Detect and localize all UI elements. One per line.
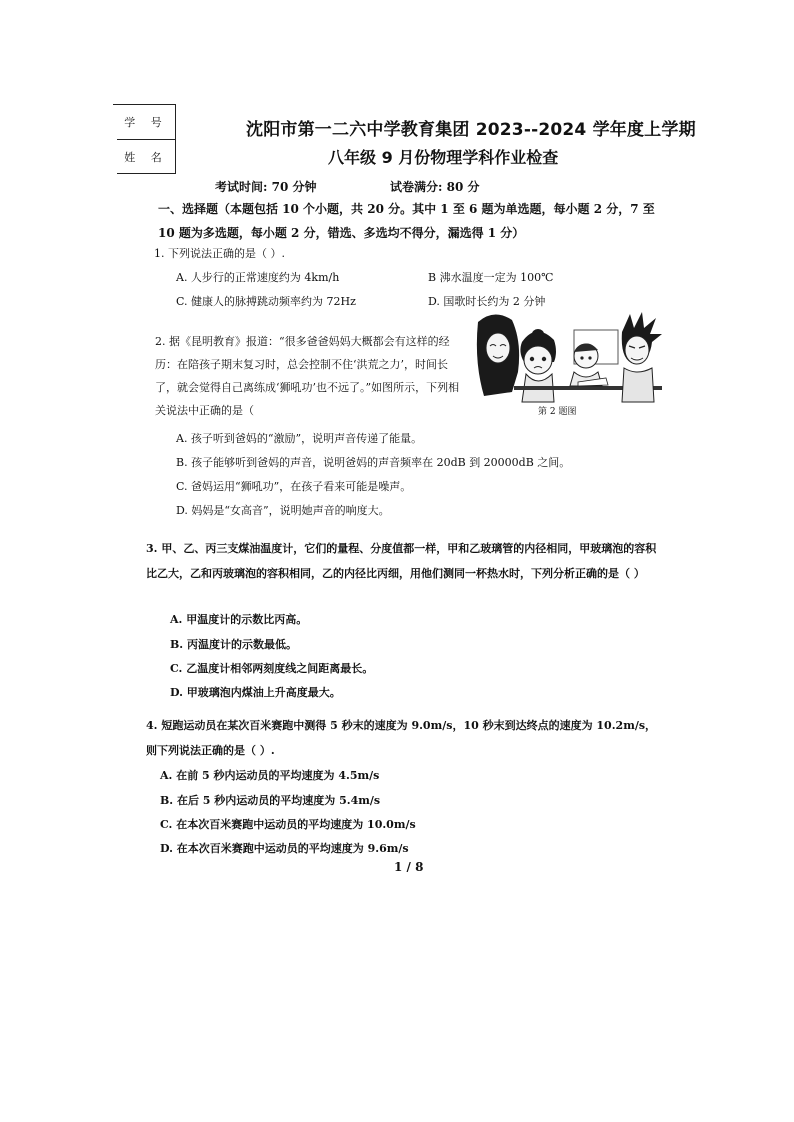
question-2-stem: 2. 据《昆明教育》报道：“很多爸爸妈妈大概都会有这样的经历：在陪孩子期末复习时，总会控制不住‘洪荒之力’，时间长了，就会觉得自己离练成‘狮吼功’也不远了。”如图所示，下列相关说法中正确的是（ — [155, 335, 460, 417]
question-3-option-a: A. 甲温度计的示数比丙高。 — [170, 613, 308, 626]
question-4-option-a: A. 在前 5 秒内运动员的平均速度为 4.5m/s — [160, 769, 380, 782]
question-1-option-b: B 沸水温度一定为 100℃ — [428, 271, 554, 284]
question-4-option-d: D. 在本次百米赛跑中运动员的平均速度为 9.6m/s — [160, 842, 409, 855]
full-score: 试卷满分: 80 分 — [390, 180, 480, 194]
question-2-option-c: C. 爸妈运用“狮吼功”，在孩子看来可能是噪声。 — [176, 480, 412, 493]
student-info-box — [117, 104, 176, 174]
exam-title-line2: 八年级 9 月份物理学科作业检查 — [328, 148, 559, 167]
question-2-cartoon-image — [474, 312, 662, 404]
question-3-option-c: C. 乙温度计相邻两刻度线之间距离最长。 — [170, 662, 374, 675]
question-4-option-c: C. 在本次百米赛跑中运动员的平均速度为 10.0m/s — [160, 818, 416, 831]
question-1-stem: 1. 下列说法正确的是（ ）. — [154, 247, 285, 260]
question-2-option-d: D. 妈妈是“女高音”，说明她声音的响度大。 — [176, 504, 390, 517]
question-3-option-d: D. 甲玻璃泡内煤油上升高度最大。 — [170, 686, 341, 699]
question-3-stem: 3. 甲、乙、丙三支煤油温度计，它们的量程、分度值都一样，甲和乙玻璃管的内径相同，甲玻璃泡的容积比乙大，乙和丙玻璃泡的容积相同，乙的内径比丙细，用他们测同一杯热水时，下列分析正确的是（ ） — [146, 542, 657, 580]
question-4-option-b: B. 在后 5 秒内运动员的平均速度为 5.4m/s — [160, 794, 381, 807]
exam-time: 考试时间: 70 分钟 — [215, 180, 317, 194]
page-number: 1 / 8 — [394, 860, 424, 874]
question-1-option-c: C. 健康人的脉搏跳动频率约为 72Hz — [176, 295, 356, 308]
question-2-option-b: B. 孩子能够听到爸妈的声音，说明爸妈的声音频率在 20dB 到 20000dB 之间。 — [176, 456, 571, 469]
question-2-option-a: A. 孩子听到爸妈的“激励”，说明声音传递了能量。 — [176, 432, 423, 445]
girl-face — [524, 346, 552, 374]
student-name-label: 姓 名 — [117, 139, 175, 173]
student-id-label: 学 号 — [124, 116, 168, 129]
question-3-option-b: B. 丙温度计的示数最低。 — [170, 638, 297, 651]
exam-title-line1: 沈阳市第一二六中学教育集团 2023--2024 学年度上学期 — [246, 120, 696, 140]
question-4-stem: 4. 短跑运动员在某次百米赛跑中测得 5 秒末的速度为 9.0m/s，10 秒末到达终点的速度为 10.2m/s，则下列说法正确的是（ ）. — [146, 719, 657, 757]
question-1-option-a: A. 人步行的正常速度约为 4km/h — [176, 271, 340, 284]
section-heading: 一、选择题（本题包括 10 个小题，共 20 分。其中 1 至 6 题为单选题，每小题 2 分，7 至 10 题为多选题，每小题 2 分，错选、多选均不得分，漏选得 1 分） — [158, 202, 655, 240]
question-2-figure-caption: 第 2 题图 — [538, 407, 577, 417]
question-1-option-d: D. 国歌时长约为 2 分钟 — [428, 295, 546, 308]
